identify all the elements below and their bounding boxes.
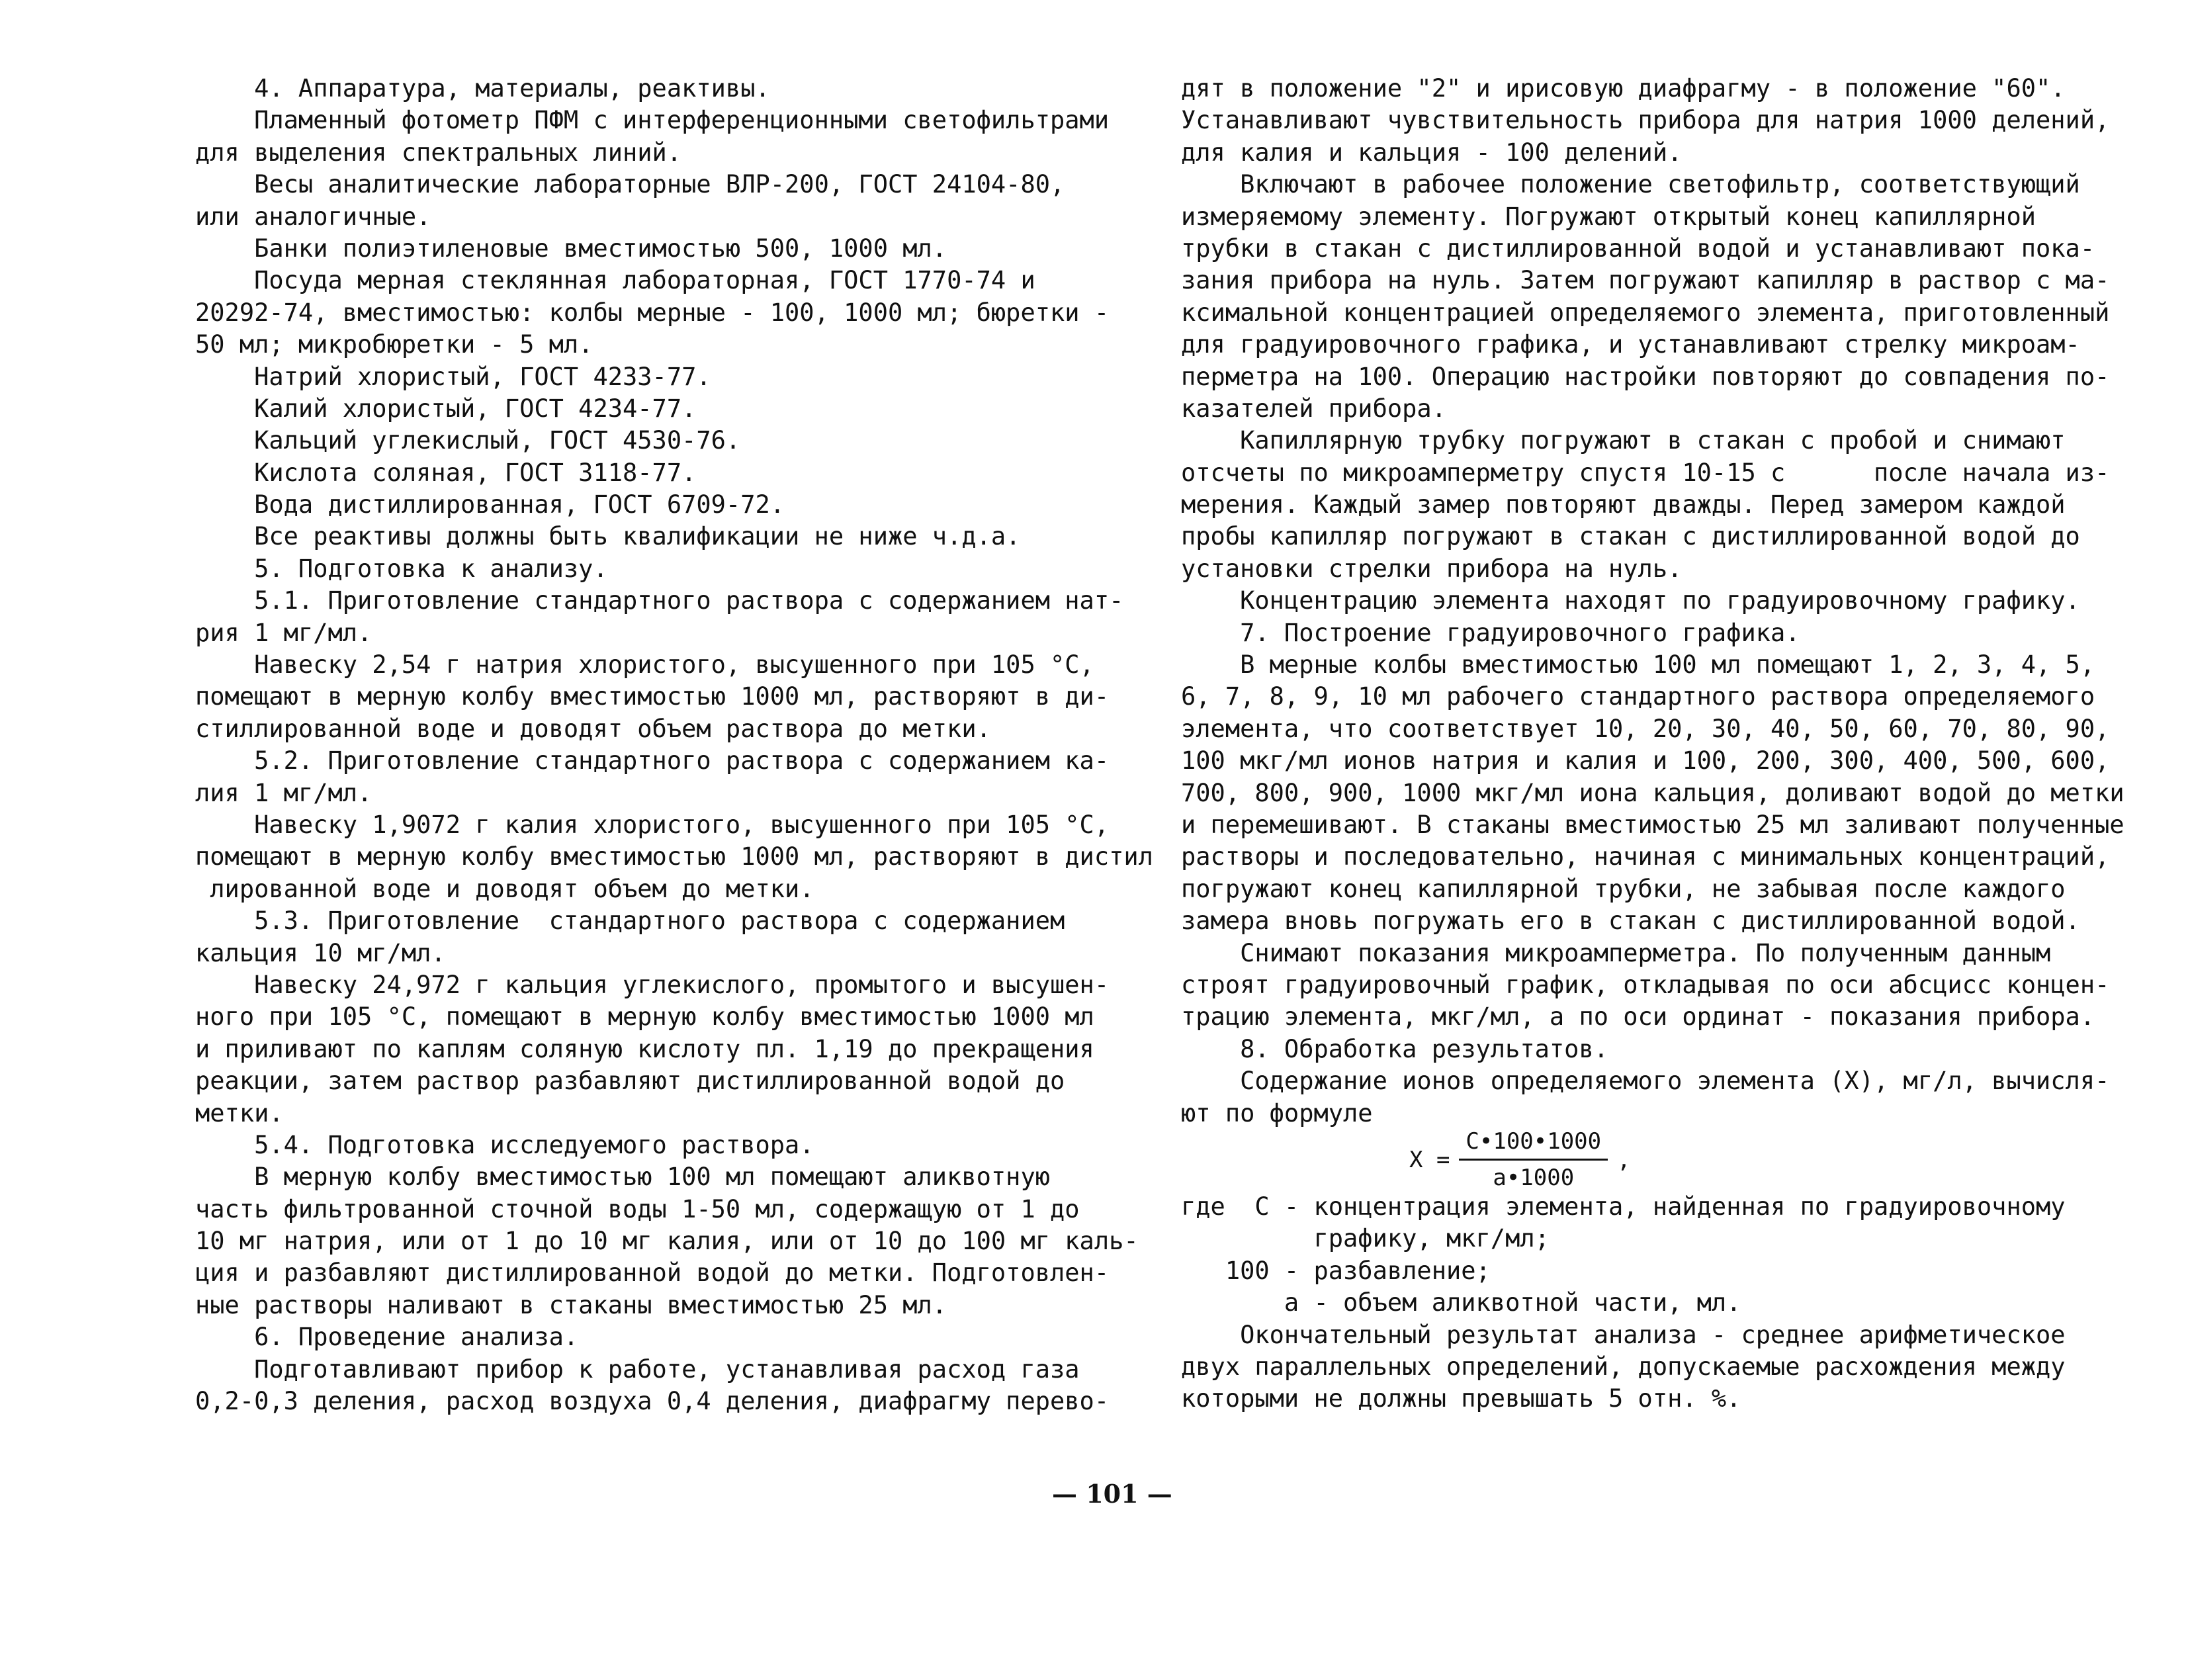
- text-line: Концентрацию элемента находят по градуировочному графику.: [1181, 586, 2080, 615]
- text-line: Калий хлористый, ГОСТ 4234-77.: [195, 394, 697, 423]
- text-line: Содержание ионов определяемого элемента (X), мг/л, вычисля-: [1181, 1067, 2110, 1096]
- text-line: и перемешивают. В стаканы вместимостью 25 мл заливают полученные: [1181, 810, 2124, 839]
- text-line: 6, 7, 8, 9, 10 мл рабочего стандартного раствора определяемого: [1181, 682, 2095, 711]
- text-line: стиллированной воде и доводят объем раствора до метки.: [195, 714, 991, 743]
- text-line: Банки полиэтиленовые вместимостью 500, 1000 мл.: [195, 234, 947, 263]
- text-line: строят градуировочный график, откладывая по оси абсцисс концен-: [1181, 970, 2110, 999]
- text-line: 5.1. Приготовление стандартного раствора с содержанием нат-: [195, 586, 1124, 615]
- text-line: установки стрелки прибора на нуль.: [1181, 554, 1683, 583]
- text-line: 5. Подготовка к анализу.: [195, 554, 608, 583]
- text-line: 10 мг натрия, или от 1 до 10 мг калия, или от 10 до 100 мг каль-: [195, 1227, 1139, 1256]
- text-line: 700, 800, 900, 1000 мкг/мл иона кальция, доливают водой до метки: [1181, 778, 2124, 807]
- text-line: 20292-74, вместимостью: колбы мерные - 100, 1000 мл; бюретки -: [195, 298, 1110, 327]
- formula-fraction: [1459, 1128, 1608, 1191]
- text-line: 0,2-0,3 деления, расход воздуха 0,4 деления, диафрагму перево-: [195, 1387, 1110, 1416]
- text-line: трубки в стакан с дистиллированной водой и устанавливают пока-: [1181, 234, 2095, 263]
- text-line: элемента, что соответствует 10, 20, 30, 40, 50, 60, 70, 80, 90,: [1181, 714, 2110, 743]
- text-line: ют по формуле: [1181, 1098, 1373, 1127]
- formula-numerator: C•100•1000: [1459, 1128, 1608, 1161]
- text-line: ксимальной концентрацией определяемого элемента, приготовленный: [1181, 298, 2110, 327]
- text-line: Пламенный фотометр ПФМ с интерференционными светофильтрами: [195, 106, 1110, 135]
- text-line: перметра на 100. Операцию настройки повторяют до совпадения по-: [1181, 362, 2110, 391]
- formula-lhs: X =: [1409, 1146, 1450, 1173]
- text-line: Подготавливают прибор к работе, устанавливая расход газа: [195, 1354, 1080, 1384]
- formula-trail: ,: [1617, 1146, 1631, 1173]
- right-column-bottom: [1181, 1191, 2066, 1415]
- text-line: Навеску 1,9072 г калия хлористого, высушенного при 105 °С,: [195, 810, 1110, 839]
- text-line: часть фильтрованной сточной воды 1-50 мл, содержащую от 1 до: [195, 1194, 1080, 1223]
- text-line: 4. Аппаратура, материалы, реактивы.: [195, 74, 770, 103]
- text-line: ция и разбавляют дистиллированной водой до метки. Подготовлен-: [195, 1259, 1110, 1288]
- right-column-top: [1181, 73, 2124, 1129]
- text-line: реакции, затем раствор разбавляют дистиллированной водой до: [195, 1067, 1065, 1096]
- text-line: Окончательный результат анализа - среднее арифметическое: [1181, 1320, 2066, 1349]
- text-line: графику, мкг/мл;: [1181, 1224, 1550, 1253]
- text-line: лированной воде и доводят объем до метки.: [195, 874, 814, 903]
- text-line: Снимают показания микроамперметра. По полученным данным: [1181, 938, 2051, 967]
- text-line: ные растворы наливают в стаканы вместимостью 25 мл.: [195, 1290, 947, 1319]
- text-line: отсчеты по микроамперметру спустя 10-15 с после начала из-: [1181, 458, 2110, 487]
- text-line: Все реактивы должны быть квалификации не ниже ч.д.а.: [195, 522, 1021, 551]
- text-line: Навеску 2,54 г натрия хлористого, высушенного при 105 °С,: [195, 650, 1094, 680]
- text-line: 8. Обработка результатов.: [1181, 1034, 1609, 1063]
- text-line: 5.2. Приготовление стандартного раствора с содержанием ка-: [195, 746, 1110, 775]
- text-line: погружают конец капиллярной трубки, не забывая после каждого: [1181, 874, 2066, 903]
- text-line: растворы и последовательно, начиная с минимальных концентраций,: [1181, 842, 2110, 871]
- text-line: для выделения спектральных линий.: [195, 138, 682, 167]
- left-column: [195, 73, 1153, 1417]
- text-line: В мерные колбы вместимостью 100 мл помещают 1, 2, 3, 4, 5,: [1181, 650, 2095, 680]
- formula: [1409, 1128, 1631, 1191]
- text-line: казателей прибора.: [1181, 394, 1446, 423]
- text-line: 6. Проведение анализа.: [195, 1323, 579, 1352]
- text-line: двух параллельных определений, допускаемые расхождения между: [1181, 1352, 2066, 1381]
- text-line: помещают в мерную колбу вместимостью 1000 мл, растворяют в ди-: [195, 682, 1110, 711]
- text-line: Включают в рабочее положение светофильтр, соответствующий: [1181, 170, 2080, 199]
- text-line: трацию элемента, мкг/мл, а по оси ординат - показания прибора.: [1181, 1002, 2095, 1032]
- text-line: пробы капилляр погружают в стакан с дистиллированной водой до: [1181, 522, 2080, 551]
- text-line: Весы аналитические лабораторные ВЛР-200, ГОСТ 24104-80,: [195, 170, 1065, 199]
- text-line: 100 мкг/мл ионов натрия и калия и 100, 200, 300, 400, 500, 600,: [1181, 746, 2110, 775]
- text-line: Вода дистиллированная, ГОСТ 6709-72.: [195, 490, 785, 519]
- text-line: Капиллярную трубку погружают в стакан с пробой и снимают: [1181, 426, 2066, 455]
- text-line: Навеску 24,972 г кальция углекислого, промытого и высушен-: [195, 970, 1110, 999]
- text-line: рия 1 мг/мл.: [195, 618, 372, 647]
- text-line: Посуда мерная стеклянная лабораторная, ГОСТ 1770-74 и: [195, 266, 1035, 295]
- text-line: которыми не должны превышать 5 отн. %.: [1181, 1384, 1741, 1413]
- text-line: измеряемому элементу. Погружают открытый конец капиллярной: [1181, 202, 2036, 231]
- text-line: и приливают по каплям соляную кислоту пл. 1,19 до прекращения: [195, 1034, 1094, 1063]
- text-line: замера вновь погружать его в стакан с дистиллированной водой.: [1181, 906, 2080, 936]
- text-line: ного при 105 °С, помещают в мерную колбу вместимостью 1000 мл: [195, 1002, 1094, 1032]
- text-line: зания прибора на нуль. Затем погружают капилляр в раствор с ма-: [1181, 266, 2110, 295]
- text-line: 5.3. Приготовление стандартного раствора с содержанием: [195, 906, 1065, 936]
- text-line: для калия и кальция - 100 делений.: [1181, 138, 1683, 167]
- text-line: 5.4. Подготовка исследуемого раствора.: [195, 1130, 814, 1159]
- text-line: Натрий хлористый, ГОСТ 4233-77.: [195, 362, 711, 391]
- text-line: 100 - разбавление;: [1181, 1256, 1491, 1285]
- text-line: помещают в мерную колбу вместимостью 1000 мл, растворяют в дистил: [195, 842, 1153, 871]
- text-line: метки.: [195, 1098, 284, 1127]
- formula-denominator: a•1000: [1493, 1165, 1575, 1191]
- text-line: Кислота соляная, ГОСТ 3118-77.: [195, 458, 697, 487]
- text-line: или аналогичные.: [195, 202, 431, 231]
- text-line: а - объем аликвотной части, мл.: [1181, 1288, 1741, 1317]
- page-number: — 101 —: [1052, 1479, 1172, 1509]
- text-line: лия 1 мг/мл.: [195, 778, 372, 807]
- text-line: Устанавливают чувствительность прибора для натрия 1000 делений,: [1181, 106, 2110, 135]
- text-line: Кальций углекислый, ГОСТ 4530-76.: [195, 426, 741, 455]
- text-line: для градуировочного графика, и устанавливают стрелку микроам-: [1181, 330, 2080, 359]
- text-line: где С - концентрация элемента, найденная по градуировочному: [1181, 1192, 2066, 1221]
- text-line: мерения. Каждый замер повторяют дважды. Перед замером каждой: [1181, 490, 2066, 519]
- text-line: В мерную колбу вместимостью 100 мл помещают аликвотную: [195, 1163, 1051, 1192]
- text-line: дят в положение "2" и ирисовую диафрагму - в положение "60".: [1181, 74, 2066, 103]
- text-line: 50 мл; микробюретки - 5 мл.: [195, 330, 593, 359]
- text-line: кальция 10 мг/мл.: [195, 938, 446, 967]
- text-line: 7. Построение градуировочного графика.: [1181, 618, 1800, 647]
